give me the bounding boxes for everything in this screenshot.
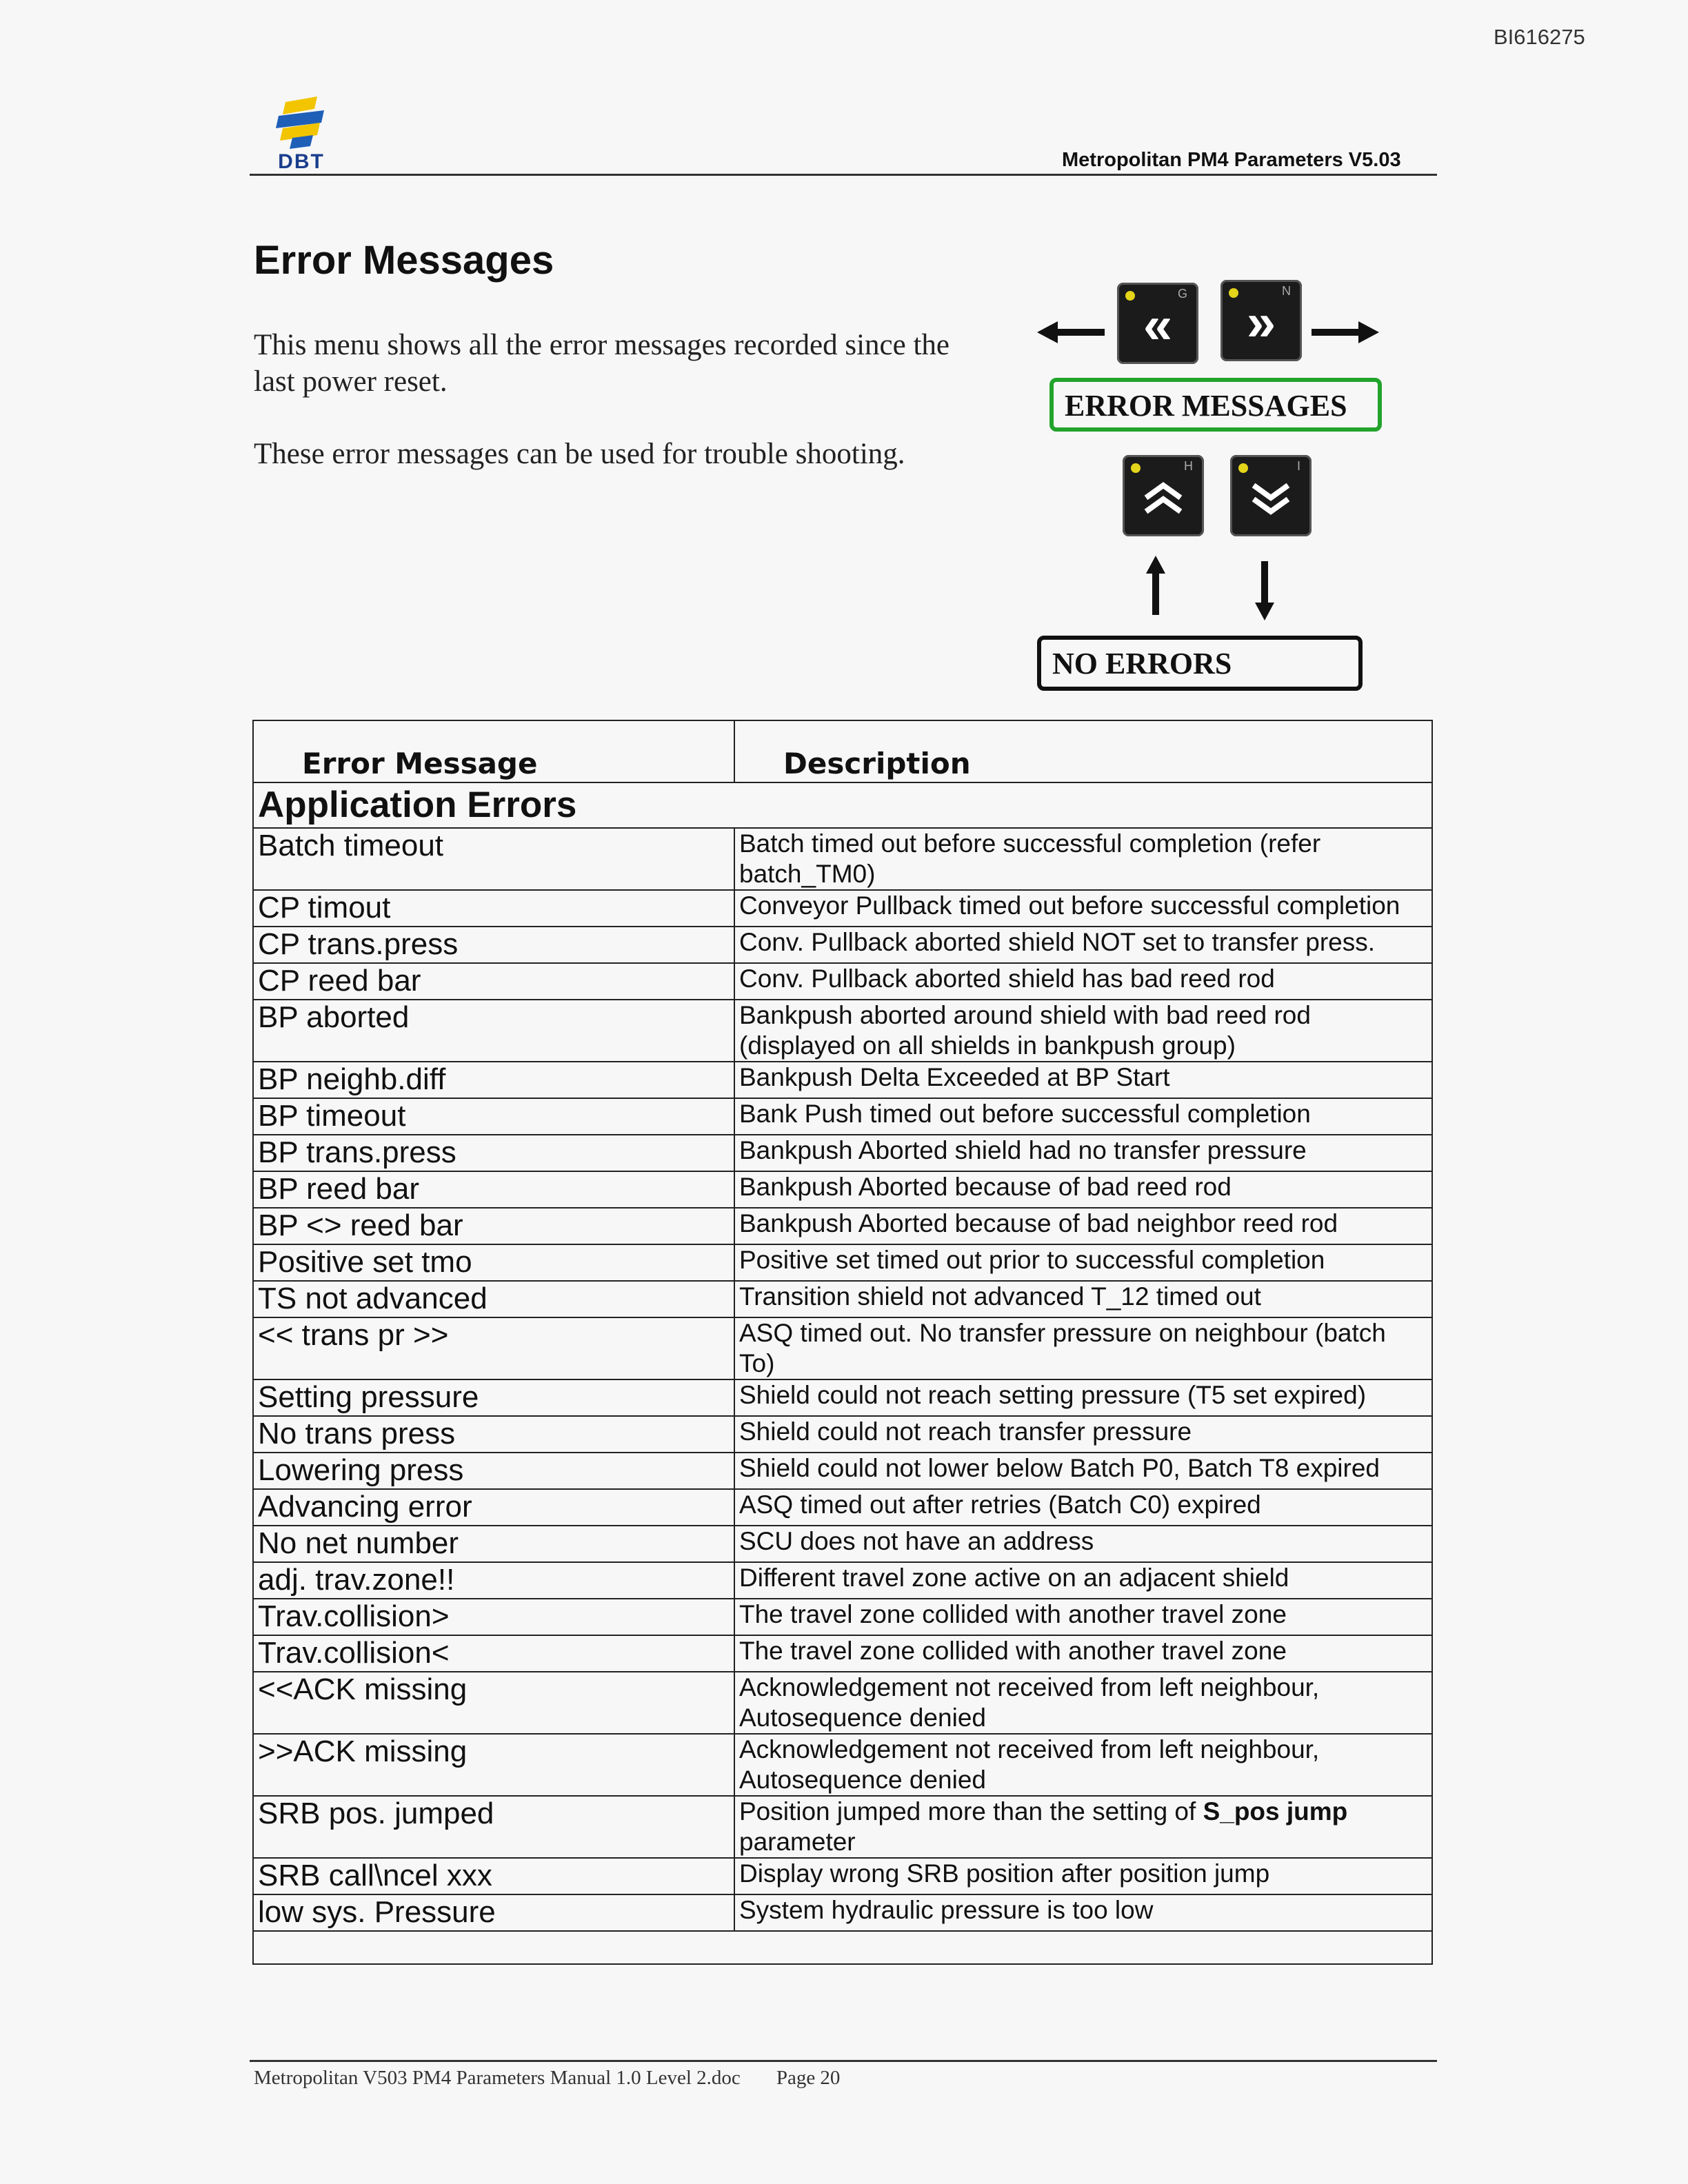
description-text: parameter [739,1828,856,1856]
key-previous [1117,283,1198,364]
table-row [253,1894,1432,1931]
double-right-chevron-icon: » [1246,293,1276,352]
footer [254,2067,840,2090]
logo-text: DBT [278,150,325,173]
error-message-cell: <<ACK missing [253,1672,734,1734]
error-message-cell: << trans pr >> [253,1317,734,1379]
description-cell: SCU does not have an address [734,1526,1432,1562]
intro-paragraph-2: These error messages can be used for trouble shooting. [254,438,905,470]
description-cell: Acknowledgement not received from left neighbour, Autosequence denied [734,1734,1432,1796]
empty-row [253,1931,1432,1964]
table-row [253,1526,1432,1562]
double-left-chevron-icon: « [1143,296,1173,354]
description-cell: Display wrong SRB position after position jump [734,1858,1432,1894]
footer-rule [250,2060,1437,2062]
empty-cell [253,1931,1432,1964]
section-row [253,782,1432,828]
error-message-cell: No net number [253,1526,734,1562]
header-title: Metropolitan PM4 Parameters V5.03 [1062,149,1401,171]
key-up [1123,455,1204,536]
table-row [253,963,1432,1000]
table-row [253,1489,1432,1526]
arrow-down-icon [1251,561,1278,620]
description-cell: Shield could not reach transfer pressure [734,1416,1432,1453]
table-row [253,1734,1432,1796]
key-letter: N [1282,284,1291,298]
parameter-name: S_pos jump [1203,1797,1348,1826]
error-message-cell: Positive set tmo [253,1244,734,1281]
table-row [253,1062,1432,1098]
table-row [253,890,1432,927]
description-cell: The travel zone collided with another travel zone [734,1635,1432,1672]
error-message-cell: No trans press [253,1416,734,1453]
error-message-cell: TS not advanced [253,1281,734,1317]
error-message-cell: BP aborted [253,1000,734,1062]
arrow-right-icon [1310,318,1379,346]
key-letter: H [1184,459,1193,473]
error-message-cell: BP trans.press [253,1135,734,1171]
error-message-cell: Advancing error [253,1489,734,1526]
description-cell: Conv. Pullback aborted shield NOT set to transfer press. [734,927,1432,963]
error-message-cell: SRB pos. jumped [253,1796,734,1858]
error-message-cell: Setting pressure [253,1379,734,1416]
key-letter: G [1177,287,1187,301]
table-row [253,1208,1432,1244]
error-message-cell: CP trans.press [253,927,734,963]
description-cell: Shield could not reach setting pressure (T5 set expired) [734,1379,1432,1416]
table-row [253,1599,1432,1635]
table-row [253,1416,1432,1453]
table-row [253,1317,1432,1379]
table-row [253,828,1432,890]
footer-document-name: Metropolitan V503 PM4 Parameters Manual 1.0 Level 2.doc [254,2067,741,2089]
key-letter: I [1296,459,1300,473]
description-cell: Acknowledgement not received from left neighbour, Autosequence denied [734,1672,1432,1734]
dbt-logo [272,92,331,174]
table-row [253,1562,1432,1599]
error-message-cell: Trav.collision> [253,1599,734,1635]
description-cell: System hydraulic pressure is too low [734,1894,1432,1931]
error-messages-table [252,720,1433,1965]
table-row [253,1171,1432,1208]
arrow-up-icon [1142,556,1169,615]
error-message-cell: Batch timeout [253,828,734,890]
table-row [253,1379,1432,1416]
double-down-chevron-icon [1230,470,1312,536]
error-message-cell: Trav.collision< [253,1635,734,1672]
description-cell: Bankpush Aborted because of bad reed rod [734,1171,1432,1208]
error-messages-box: ERROR MESSAGES [1049,378,1382,432]
description-cell [734,1796,1432,1858]
description-cell: Bankpush Aborted because of bad neighbor reed rod [734,1208,1432,1244]
table-row [253,1858,1432,1894]
column-header-error-message: Error Message [253,720,734,782]
header-rule [250,174,1437,176]
table-header-row [253,720,1432,782]
description-cell: The travel zone collided with another travel zone [734,1599,1432,1635]
error-message-cell: CP reed bar [253,963,734,1000]
description-cell: ASQ timed out after retries (Batch C0) expired [734,1489,1432,1526]
no-errors-box: NO ERRORS [1037,636,1363,691]
table-row [253,927,1432,963]
table-row [253,1244,1432,1281]
description-cell: Different travel zone active on an adjacent shield [734,1562,1432,1599]
error-message-cell: SRB call\ncel xxx [253,1858,734,1894]
column-header-description: Description [734,720,1432,782]
table-row [253,1281,1432,1317]
error-message-cell: adj. trav.zone!! [253,1562,734,1599]
description-cell: Batch timed out before successful completion (refer batch_TM0) [734,828,1432,890]
arrow-left-icon [1037,318,1106,346]
table-row [253,1672,1432,1734]
key-down [1230,455,1312,536]
description-cell: Conv. Pullback aborted shield has bad reed rod [734,963,1432,1000]
error-message-cell: BP timeout [253,1098,734,1135]
table-row [253,1135,1432,1171]
description-text: Position jumped more than the setting of [739,1797,1203,1826]
error-message-cell: Lowering press [253,1453,734,1489]
description-cell: Bankpush Delta Exceeded at BP Start [734,1062,1432,1098]
description-cell: Bankpush Aborted shield had no transfer pressure [734,1135,1432,1171]
description-cell: Shield could not lower below Batch P0, Batch T8 expired [734,1453,1432,1489]
table-row [253,1098,1432,1135]
table-row [253,1000,1432,1062]
section-title: Application Errors [253,782,1432,828]
description-cell: Transition shield not advanced T_12 timed out [734,1281,1432,1317]
document-id: BI616275 [1494,25,1585,49]
key-next [1220,280,1302,361]
table-row [253,1453,1432,1489]
error-message-cell: CP timout [253,890,734,927]
intro-paragraph-1: This menu shows all the error messages recorded since the last power reset. [254,329,950,398]
error-message-cell: >>ACK missing [253,1734,734,1796]
error-message-cell: BP <> reed bar [253,1208,734,1244]
description-cell: Bankpush aborted around shield with bad reed rod (displayed on all shields in bankpush group) [734,1000,1432,1062]
error-message-cell: BP reed bar [253,1171,734,1208]
table-row [253,1635,1432,1672]
page-title: Error Messages [254,238,554,283]
description-cell: Bank Push timed out before successful completion [734,1098,1432,1135]
dbt-logo-icon [272,92,331,152]
description-cell: Positive set timed out prior to successful completion [734,1244,1432,1281]
footer-page-number: Page 20 [776,2067,841,2089]
table-row [253,1796,1432,1858]
description-cell: ASQ timed out. No transfer pressure on neighbour (batch To) [734,1317,1432,1379]
double-up-chevron-icon [1123,470,1204,536]
error-message-cell: BP neighb.diff [253,1062,734,1098]
error-message-cell: low sys. Pressure [253,1894,734,1931]
description-cell: Conveyor Pullback timed out before successful completion [734,890,1432,927]
